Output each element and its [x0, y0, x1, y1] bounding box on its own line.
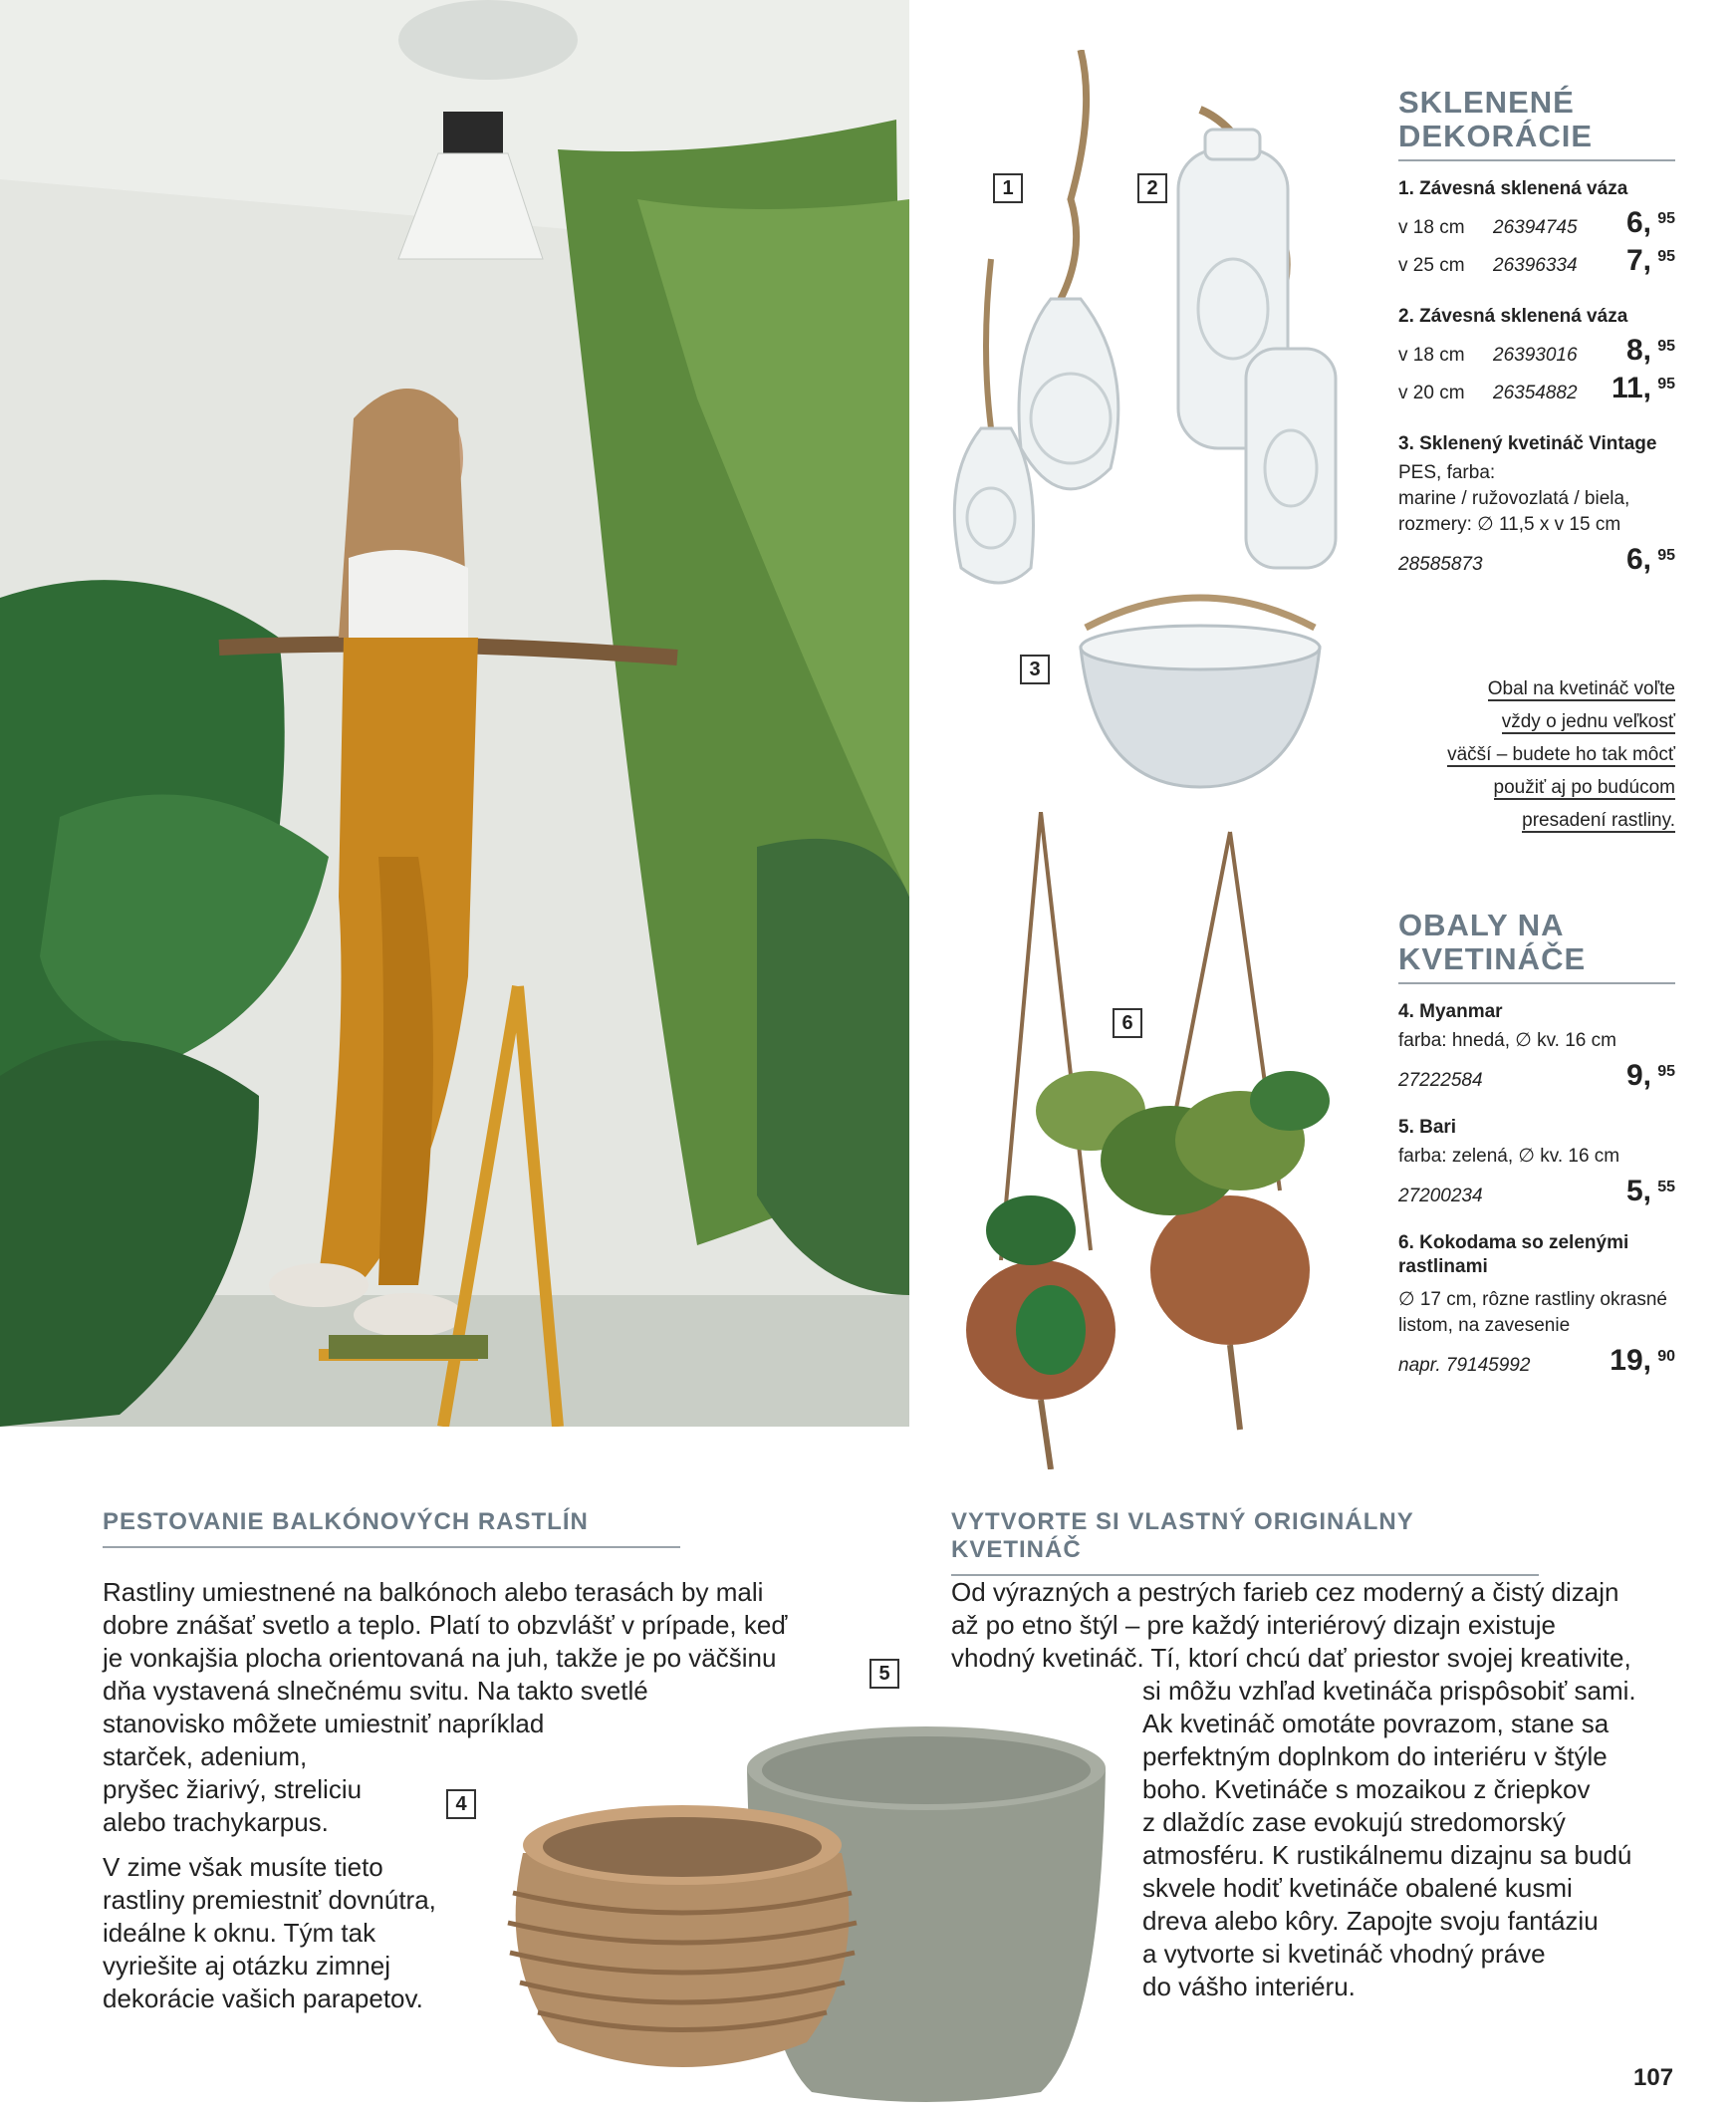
price-main: 6, — [1625, 206, 1651, 239]
article-left-para-2: V zime však musíte tieto rastliny premiestniť dovnútra, ideálne k oknu. Tým tak vyriešite aj otázku zimnej dekorácie vašich parapetov. — [103, 1852, 436, 2013]
marker-4: 4 — [446, 1789, 476, 1819]
page-number: 107 — [1633, 2064, 1674, 2091]
product-code: napr. 79145992 — [1398, 1355, 1531, 1376]
price-main: 9, — [1625, 1059, 1651, 1092]
hero-photo — [0, 0, 909, 1427]
price-cents: 95 — [1657, 248, 1675, 265]
product-code: 27200234 — [1398, 1186, 1483, 1206]
price-main: 6, — [1625, 543, 1651, 576]
product-price — [1626, 335, 1675, 367]
marker-6: 6 — [1113, 1008, 1142, 1038]
price-cents: 95 — [1657, 376, 1675, 393]
glass-vases-image — [921, 50, 1369, 588]
tip-line: použiť aj po budúcom — [1493, 777, 1675, 798]
product-5-row — [1398, 1170, 1675, 1207]
product-6-title: 6. Kokodama so zelenými rastlinami — [1398, 1232, 1629, 1277]
product-2-row-2 — [1398, 367, 1675, 404]
product-1-title: 1. Závesná sklenená váza — [1398, 178, 1628, 199]
product-2-title: 2. Závesná sklenená váza — [1398, 306, 1628, 327]
article-left-title: PESTOVANIE BALKÓNOVÝCH RASTLÍN — [103, 1508, 680, 1548]
price-main: 8, — [1625, 334, 1651, 367]
price-cents: 95 — [1657, 547, 1675, 564]
tip-line: väčší – budete ho tak môcť — [1447, 744, 1675, 765]
marker-3: 3 — [1020, 655, 1050, 684]
price-cents: 95 — [1657, 338, 1675, 355]
marker-2: 2 — [1137, 173, 1167, 203]
product-3-title: 3. Sklenený kvetináč Vintage — [1398, 433, 1657, 454]
product-1-row-1 — [1398, 201, 1675, 239]
article-right-para-rest: si môžu vzhľad kvetináča prispôsobiť sami. Ak kvetináč omotáte povrazom, stane sa perfektným doplnkom do interiéru v štýle boho. Kvetináče s mozaikou z čriepkov z dlaždíc zase evokujú stredomorský atmosféru. K rustikálnemu dizajnu sa budú skvele hodiť kvetináče obalené kusmi dreva alebo kôry. Zapojte svoju fantáziu a vytvorte si kvetináč vhodný práve do vášho interiéru. — [1142, 1676, 1636, 2001]
product-price — [1612, 373, 1675, 404]
product-code: 26396334 — [1493, 255, 1578, 276]
price-cents: 95 — [1657, 1063, 1675, 1080]
article-left-para-1: Rastliny umiestnené na balkónoch alebo terasách by mali dobre znášať svetlo a teplo. Platí to obzvlášť v prípade, keď je vonkajšia plocha orientovaná na juh, takže je po väčšinu dňa vystavená slnečnému svitu. Na takto svetlé stanovisko môžete umiestniť napríklad starček, adenium, pryšec žiarivý, streliciu alebo trachykarpus. — [103, 1577, 788, 1837]
glass-pot-image — [1076, 588, 1325, 797]
price-main: 11, — [1611, 372, 1651, 404]
product-4-title: 4. Myanmar — [1398, 1001, 1503, 1022]
product-code: 26394745 — [1493, 217, 1578, 238]
tip-line: vždy o jednu veľkosť — [1501, 711, 1675, 732]
price-main: 5, — [1625, 1175, 1651, 1207]
product-price — [1626, 245, 1675, 277]
product-6-row — [1398, 1339, 1675, 1377]
product-4-row — [1398, 1054, 1675, 1092]
marker-1: 1 — [993, 173, 1023, 203]
product-5-title: 5. Bari — [1398, 1117, 1457, 1138]
product-5-desc: farba: zelená, ∅ kv. 16 cm — [1398, 1146, 1620, 1167]
product-size: v 25 cm — [1398, 255, 1465, 276]
product-code: 26393016 — [1493, 345, 1578, 366]
article-right-para-top: Od výrazných a pestrých farieb cez moderný a čistý dizajn až po etno štýl – pre každý interiérový dizajn existuje vhodný kvetináč. Tí, ktorí chcú dať priestor svojej kreativite, — [951, 1577, 1631, 1673]
product-size: v 18 cm — [1398, 345, 1465, 366]
tip-line: Obal na kvetináč voľte — [1487, 678, 1675, 699]
product-price — [1626, 1060, 1675, 1092]
product-code: 26354882 — [1493, 383, 1578, 403]
covers-section-title: OBALY NA KVETINÁČE — [1398, 908, 1587, 976]
price-cents: 95 — [1657, 210, 1675, 227]
product-6-desc: ∅ 17 cm, rôzne rastliny okrasné listom, na zavesenie — [1398, 1289, 1667, 1336]
article-right-title: VYTVORTE SI VLASTNÝ ORIGINÁLNY KVETINÁČ — [951, 1508, 1539, 1576]
product-price — [1610, 1345, 1675, 1377]
price-cents: 90 — [1657, 1348, 1675, 1365]
price-main: 19, — [1610, 1344, 1651, 1377]
glass-section-title: SKLENENÉ DEKORÁCIE — [1398, 85, 1594, 153]
product-3-desc: PES, farba: marine / ružovozlatá / biela, rozmery: ∅ 11,5 x v 15 cm — [1398, 462, 1630, 535]
kokodama-image — [941, 812, 1379, 1469]
product-price — [1626, 544, 1675, 576]
product-size: v 18 cm — [1398, 217, 1465, 238]
product-price — [1626, 207, 1675, 239]
pot-size-tip — [1398, 672, 1675, 837]
covers-section — [1398, 909, 1675, 1377]
product-2-row-1 — [1398, 329, 1675, 367]
marker-5: 5 — [869, 1659, 899, 1689]
tip-line: presadení rastliny. — [1522, 810, 1675, 831]
product-4-desc: farba: hnedá, ∅ kv. 16 cm — [1398, 1030, 1616, 1051]
price-main: 7, — [1625, 244, 1651, 277]
product-code: 28585873 — [1398, 554, 1483, 575]
product-price — [1626, 1176, 1675, 1207]
price-cents: 55 — [1657, 1179, 1675, 1195]
glass-section — [1398, 86, 1675, 576]
product-code: 27222584 — [1398, 1070, 1483, 1091]
product-size: v 20 cm — [1398, 383, 1465, 403]
product-3-row — [1398, 538, 1675, 576]
product-1-row-2 — [1398, 239, 1675, 277]
